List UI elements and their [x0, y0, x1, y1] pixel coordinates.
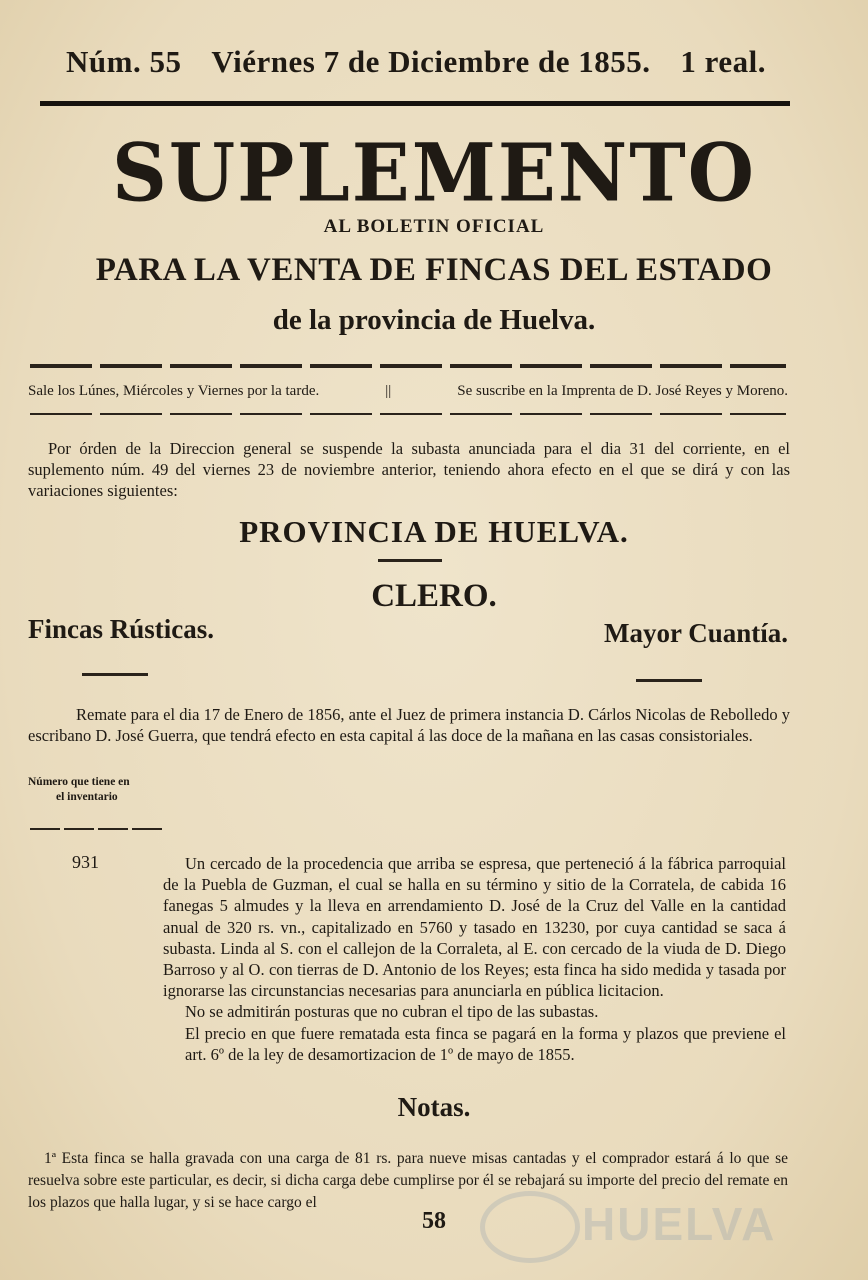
section-rule-right	[636, 679, 702, 682]
masthead-subtitle-main: PARA LA VENTA DE FINCAS DEL ESTADO	[95, 252, 773, 288]
publication-days: Sale los Lúnes, Miércoles y Viernes por la tarde.	[28, 383, 320, 399]
entry-note-precio: El precio en que fuere rematada esta finca se pagará en la forma y plazos que previene el art. 6º de la ley de desamortizacion de 1º de mayo de 1855.	[185, 1023, 786, 1064]
remate-paragraph: Remate para el dia 17 de Enero de 1856, ante el Juez de primera instancia D. Cárlos Nicolas de Rebolledo y escribano D. José Guerra, que tendrá efecto en esta capital á las doce de la mañana en las casas consistoriales.	[28, 705, 790, 745]
issue-price: 1 real.	[680, 44, 766, 79]
page-number: 58	[422, 1208, 446, 1234]
masthead-subtitle: AL BOLETIN OFICIAL	[323, 216, 545, 237]
divider-top	[30, 364, 786, 368]
province-heading: PROVINCIA DE HUELVA.	[239, 514, 629, 549]
mayor-cuantia-heading: Mayor Cuantía.	[603, 618, 788, 648]
subscription-line	[28, 383, 788, 400]
divider-bottom	[30, 413, 786, 415]
header-rule	[40, 101, 790, 106]
huelva-watermark: HUELVA	[470, 1185, 800, 1265]
fincas-rusticas-heading: Fincas Rústicas.	[28, 614, 215, 644]
inventory-label: Número que tiene en el inventario	[28, 776, 130, 803]
notas-heading: Notas.	[397, 1092, 471, 1122]
section-rule-left	[82, 673, 148, 676]
issue-header	[66, 44, 766, 80]
separator: ||	[385, 383, 392, 399]
issue-number: Núm. 55	[66, 44, 182, 79]
subscription-info: Se suscribe en la Imprenta de D. José Reyes y Moreno.	[457, 383, 788, 399]
notas-paragraph: 1ª Esta finca se halla gravada con una carga de 81 rs. para nueve misas cantadas y el comprador estará á lo que se resuelva sobre este particular, es decir, si dicha carga debe cumplirse por él se rebajará su importe del precio del remate en los plazos que halla lugar, y si se hace cargo el	[28, 1150, 788, 1211]
intro-paragraph: Por órden de la Direccion general se suspende la subasta anunciada para el dia 31 del corriente, en el suplemento núm. 49 del viernes 23 de noviembre anterior, teniendo ahora efecto en el que se dirá y con las variaciones siguientes:	[28, 439, 790, 500]
entry-description	[163, 853, 786, 1065]
entry-text: Un cercado de la procedencia que arriba se espresa, que perteneció á la fábrica parroquial de la Puebla de Guzman, el cual se halla en su término y sitio de la Corratela, de cabida 16 fanegas 5 almudes y la lleva en arrendamiento D. José de la Cruz del Valle en la cantidad anual de 320 rs. vn., capitalizado en 5760 y tasado en 13230, por cuya cantidad se saca á subasta. Linda al S. con el callejon de la Corraleta, al E. con cercado de la viuda de D. Diego Barroso y al O. con tierras de D. Antonio de los Reyes; esta finca ha sido medida y tasada por ignorarse las circunstancias necesarias para anunciarla en pública licitacion.	[163, 854, 786, 1001]
province-rule	[378, 559, 442, 562]
inventory-rule	[30, 828, 164, 830]
entry-inventory-number: 931	[72, 852, 99, 872]
clero-heading: CLERO.	[371, 578, 497, 614]
entry-note-posturas: No se admitirán posturas que no cubran el tipo de las subastas.	[185, 1002, 599, 1022]
masthead-province: de la provincia de Huelva.	[272, 304, 596, 336]
masthead-title: SUPLEMENTO	[112, 125, 756, 220]
issue-date: Viérnes 7 de Diciembre de 1855.	[211, 44, 651, 79]
